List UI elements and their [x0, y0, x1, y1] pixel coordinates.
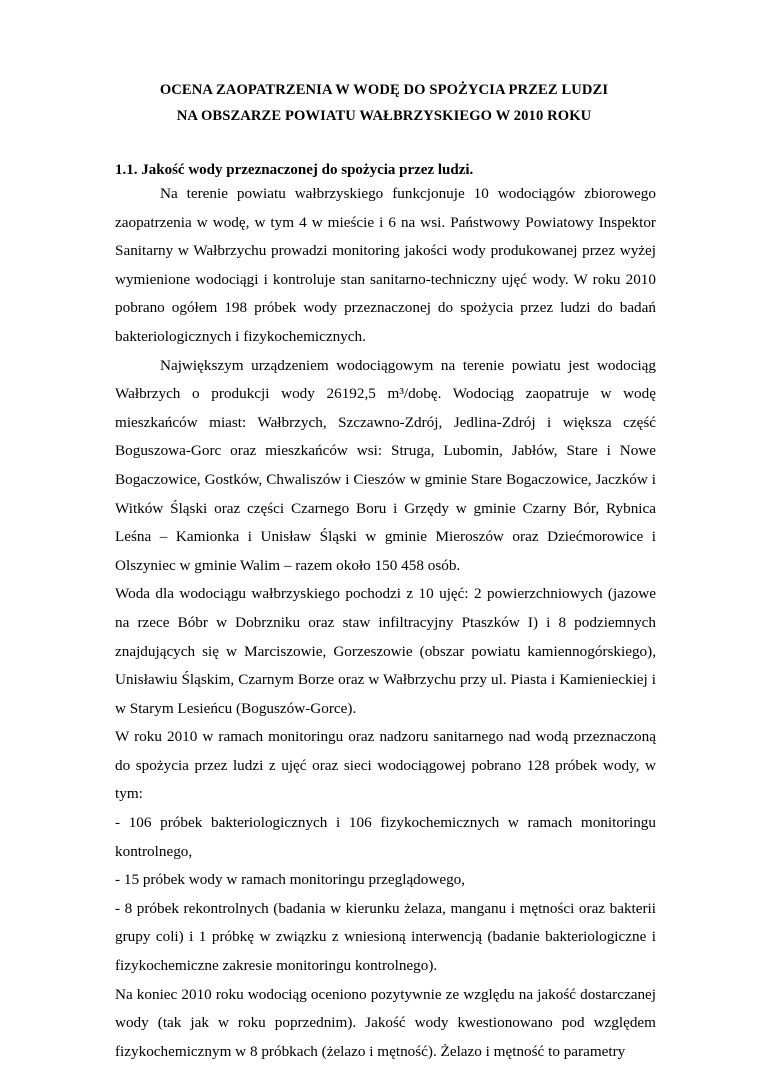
document-title-line2: NA OBSZARZE POWIATU WAŁBRZYSKIEGO W 2010 ROKU	[176, 108, 592, 124]
section-heading: 1.1. Jakość wody przeznaczonej do spożycia przez ludzi.	[115, 162, 474, 178]
document-title-line1: OCENA ZAOPATRZENIA W WODĘ DO SPOŻYCIA PRZEZ LUDZI	[159, 82, 609, 98]
list-item: - 15 próbek wody w ramach monitoringu przeglądowego,	[115, 871, 466, 889]
paragraph: Woda dla wodociągu wałbrzyskiego pochodzi z 10 ujęć: 2 powierzchniowych (jazowe na rzece Bóbr w Dobrzniku oraz staw infiltracyjny Ptaszków I) i 8 podziemnych znajdujących się w Marciszowie, Gorzeszowie (obszar powiatu kamiennogórskiego), Unisławiu Śląskim, Czarnym Borze oraz w Wałbrzychu przy ul. Piasta i Kamienieckiej i w Starym Lesieńcu (Boguszów-Gorce).	[115, 585, 656, 717]
paragraph: Na terenie powiatu wałbrzyskiego funkcjonuje 10 wodociągów zbiorowego zaopatrzenia w wodę, w tym 4 w mieście i 6 na wsi. Państwowy Powiatowy Inspektor Sanitarny w Wałbrzychu prowadzi monitoring jakości wody produkowanej przez wyżej wymienione wodociągi i kontroluje stan sanitarno-techniczny ujęć wody. W roku 2010 pobrano ogółem 198 próbek wody przeznaczonej do spożycia przez ludzi do badań bakteriologicznych i fizykochemicznych.	[115, 185, 656, 345]
paragraph: Na koniec 2010 roku wodociąg oceniono pozytywnie ze względu na jakość dostarczanej wody (tak jak w roku poprzednim). Jakość wody kwestionowano pod względem fizykochemicznym w 8 próbkach (żelazo i mętność). Żelazo i mętność to parametry	[115, 985, 656, 1060]
document-body	[115, 180, 656, 1066]
paragraph: Największym urządzeniem wodociągowym na terenie powiatu jest wodociąg Wałbrzych o produkcji wody 26192,5 m³/dobę. Wodociąg zaopatruje w wodę mieszkańców miast: Wałbrzych, Szczawno-Zdrój, Jedlina-Zdrój i większa część Boguszowa-Gorc oraz mieszkańców wsi: Struga, Lubomin, Jabłów, Stare i Nowe Bogaczowice, Gostków, Chwaliszów i Cieszów w gminie Stare Bogaczowice, Jaczków i Witków Śląski oraz części Czarnego Boru i Grzędy w gminie Czarny Bór, Rybnica Leśna – Kamionka i Unisław Śląski w gminie Mieroszów oraz Dziećmorowice i Olszyniec w gminie Walim – razem około 150 458 osób.	[115, 356, 656, 574]
paragraph: W roku 2010 w ramach monitoringu oraz nadzoru sanitarnego nad wodą przeznaczoną do spożycia przez ludzi z ujęć oraz sieci wodociągowej pobrano 128 próbek wody, w tym:	[115, 728, 656, 803]
list-item: - 106 próbek bakteriologicznych i 106 fizykochemicznych w ramach monitoringu kontrolnego,	[115, 814, 656, 860]
list-item: - 8 próbek rekontrolnych (badania w kierunku żelaza, manganu i mętności oraz bakterii grupy coli) i 1 próbkę w związku z wniesioną interwencją (badanie bakteriologiczne i fizykochemiczne zakresie monitoringu kontrolnego).	[115, 899, 656, 975]
